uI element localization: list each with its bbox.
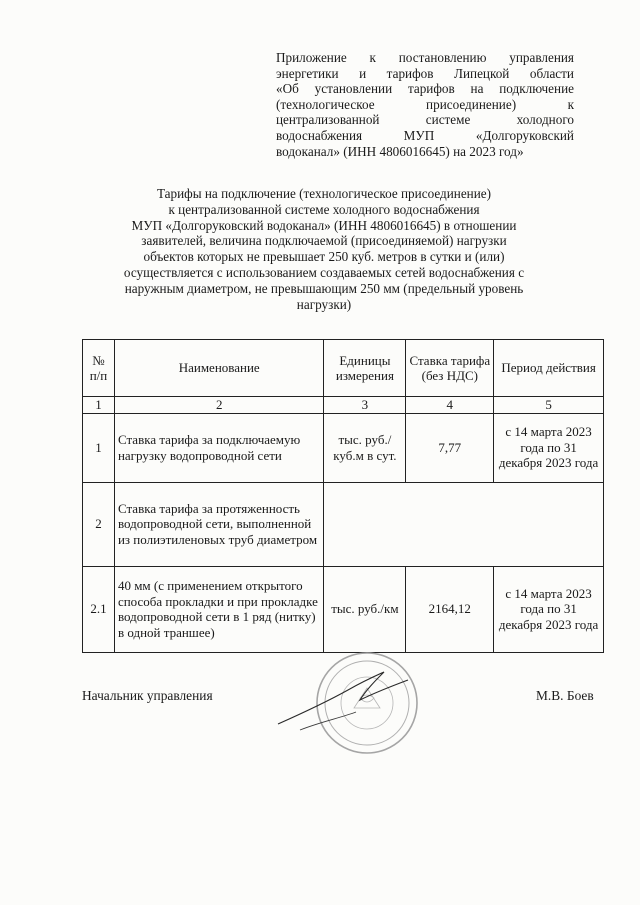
column-number: 4	[406, 397, 494, 414]
row-period: с 14 марта 2023 года по 31 декабря 2023 года	[494, 566, 604, 652]
appendix-line: водоканал» (ИНН 4806016645) на 2023 год»	[276, 143, 524, 159]
header-period: Период действия	[494, 340, 604, 397]
title-line: осуществляется с использованием создаваемых сетей водоснабжения с	[123, 264, 525, 280]
appendix-line: централизованной системе холодного	[276, 112, 574, 128]
column-number: 2	[114, 397, 324, 414]
title-line: МУП «Долгоруковский водоканал» (ИНН 4806016645) в отношении	[131, 217, 517, 233]
row-number: 2	[83, 482, 115, 566]
appendix-line: «Об установлении тарифов на подключение	[276, 81, 574, 97]
row-rate: 7,77	[406, 413, 494, 482]
header-rate: Ставка тарифа (без НДС)	[406, 340, 494, 397]
column-number: 3	[324, 397, 406, 414]
row-period: с 14 марта 2023 года по 31 декабря 2023 года	[494, 413, 604, 482]
appendix-line: энергетики и тарифов Липецкой области	[276, 65, 574, 81]
row-number: 2.1	[83, 566, 115, 652]
signatory-name: М.В. Боев	[536, 688, 594, 703]
row-name: Ставка тарифа за подключаемую нагрузку водопроводной сети	[114, 413, 324, 482]
column-number: 1	[83, 397, 115, 414]
column-number: 5	[494, 397, 604, 414]
title-line: заявителей, величина подключаемой (присоединяемой) нагрузки	[141, 233, 507, 249]
title-line: Тарифы на подключение (технологическое присоединение)	[156, 186, 492, 201]
appendix-line: (технологическое присоединение) к	[276, 96, 574, 112]
header-number: № п/п	[83, 340, 115, 397]
signatory-position: Начальник управления	[82, 688, 213, 703]
appendix-line: Приложение к постановлению управления	[276, 50, 574, 65]
appendix-line: водоснабжения МУП «Долгоруковский	[276, 127, 574, 143]
title-line: наружным диаметром, не превышающим 250 мм (предельный уровень	[124, 280, 524, 296]
row-name: Ставка тарифа за протяженность водопроводной сети, выполненной из полиэтиленовых труб диаметром	[114, 482, 324, 566]
header-name: Наименование	[114, 340, 324, 397]
row-unit: тыс. руб./км	[324, 566, 406, 652]
row-number: 1	[83, 413, 115, 482]
header-unit: Единицы измерения	[324, 340, 406, 397]
title-line: к централизованной системе холодного водоснабжения	[168, 201, 480, 217]
row-name: 40 мм (с применением открытого способа прокладки и при прокладке водопроводной сети в 1 ряд (нитку) в одной траншее)	[114, 566, 324, 652]
title-line: объектов которых не превышает 250 куб. метров в сутки и (или)	[143, 249, 505, 265]
title-line: нагрузки)	[296, 296, 352, 312]
row-rate: 2164,12	[406, 566, 494, 652]
row-unit: тыс. руб./ куб.м в сут.	[324, 413, 406, 482]
